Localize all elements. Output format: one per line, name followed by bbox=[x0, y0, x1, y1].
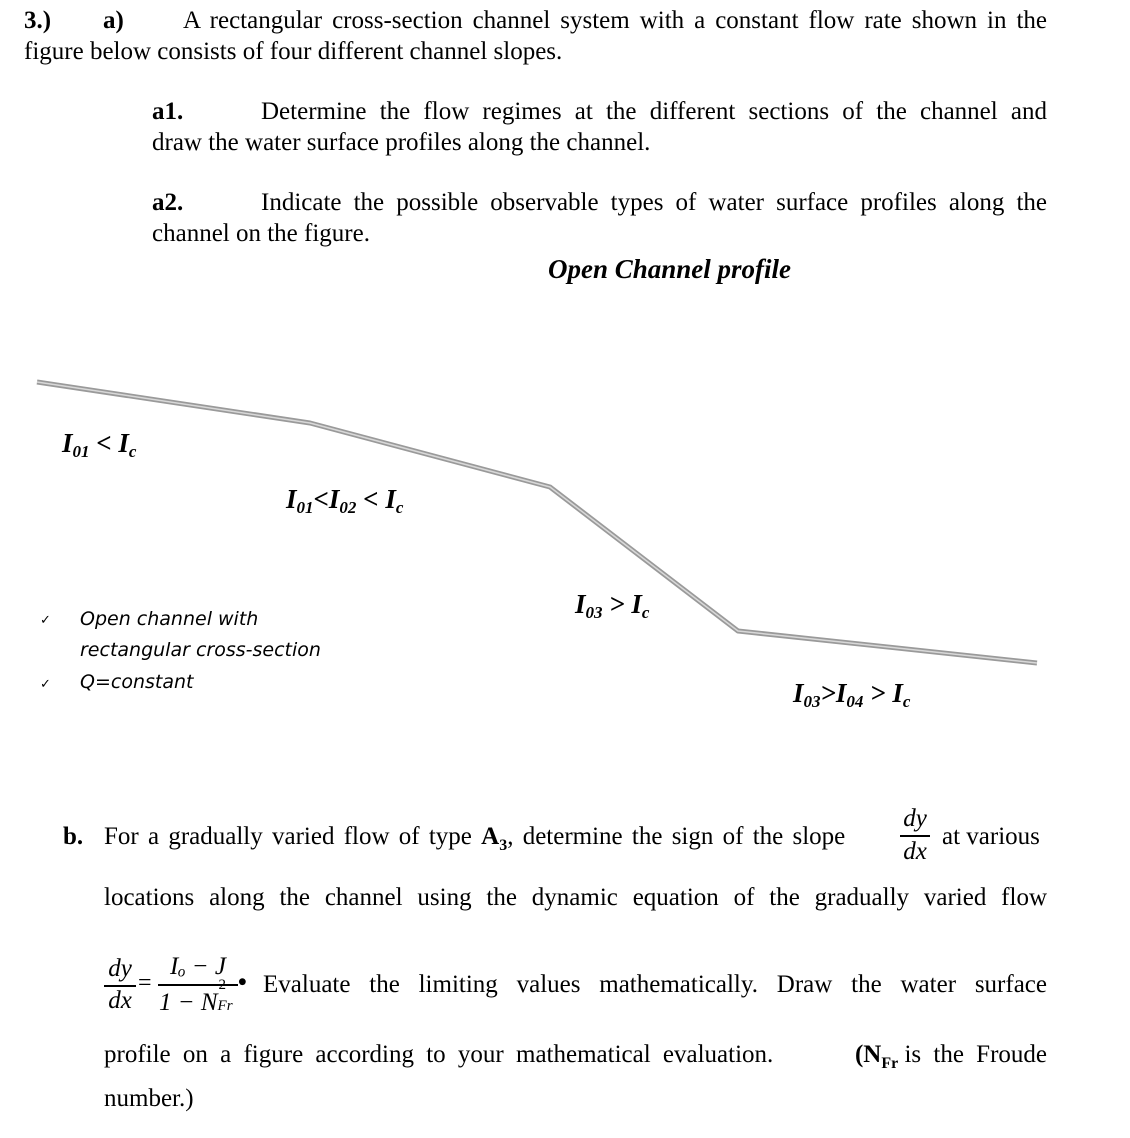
part-b-label: b. bbox=[63, 823, 84, 850]
eq-lhs-denominator: dx bbox=[108, 987, 132, 1014]
deriv-denominator: dx bbox=[903, 838, 927, 865]
part-b-line-4: profile on a figure according to your mathematical evaluation. ($N_{Fr}$ is the Froude bbox=[104, 1041, 1047, 1072]
eq-rhs-denominator: 1 − N 2 Fr bbox=[159, 977, 233, 1016]
note-line-2: rectangular cross-section bbox=[80, 639, 321, 661]
slope-label-1: $I_{01} < I_c$ bbox=[62, 428, 137, 461]
intro-line-1: A rectangular cross-section channel system with a constant flow rate shown in the bbox=[183, 7, 1047, 34]
check-icon: ✓ bbox=[40, 677, 51, 692]
eq-bullet: • bbox=[238, 969, 247, 996]
question-number: 3.) bbox=[24, 7, 52, 34]
check-icon: ✓ bbox=[40, 613, 51, 628]
note-line-1: Open channel with bbox=[80, 608, 259, 630]
a2-line-2: channel on the figure. bbox=[152, 220, 370, 247]
slope-label-4: $I_{03}>I_{04} > I_c$ bbox=[793, 678, 911, 711]
part-a-label: a) bbox=[103, 7, 124, 34]
slope-label-3: $I_{03} > I_c$ bbox=[575, 589, 650, 622]
intro-line-2: figure below consists of four different channel slopes. bbox=[24, 38, 563, 65]
note-line-3: Q=constant bbox=[80, 671, 194, 693]
part-b-line-2: locations along the channel using the dynamic equation of the gradually varied flow bbox=[104, 884, 1047, 911]
deriv-fraction-bar bbox=[900, 835, 930, 837]
deriv-numerator: dy bbox=[903, 805, 927, 832]
a2-label: a2. bbox=[152, 189, 184, 216]
a1-line-1: Determine the flow regimes at the different sections of the channel and bbox=[261, 98, 1047, 125]
part-b-line-3: Evaluate the limiting values mathematically. Draw the water surface bbox=[263, 971, 1047, 998]
slope-label-2: $I_{01}<I_{02} < I_c$ bbox=[286, 484, 404, 517]
part-b-line-5: number.) bbox=[104, 1085, 194, 1112]
a2-line-1: Indicate the possible observable types of water surface profiles along the bbox=[261, 189, 1047, 216]
eq-equals: = bbox=[138, 970, 152, 996]
part-b-line-1: For a gradually varied flow of type $A_3$, determine the sign of the slope bbox=[104, 823, 846, 854]
a1-line-2: draw the water surface profiles along the channel. bbox=[152, 129, 651, 156]
eq-rhs-numerator: Iₒ − J bbox=[170, 953, 226, 980]
eq-lhs-numerator: dy bbox=[108, 955, 132, 982]
a1-label: a1. bbox=[152, 98, 184, 125]
part-b-line-1-end: at various bbox=[942, 823, 1040, 850]
figure-title: Open Channel profile bbox=[548, 254, 792, 284]
